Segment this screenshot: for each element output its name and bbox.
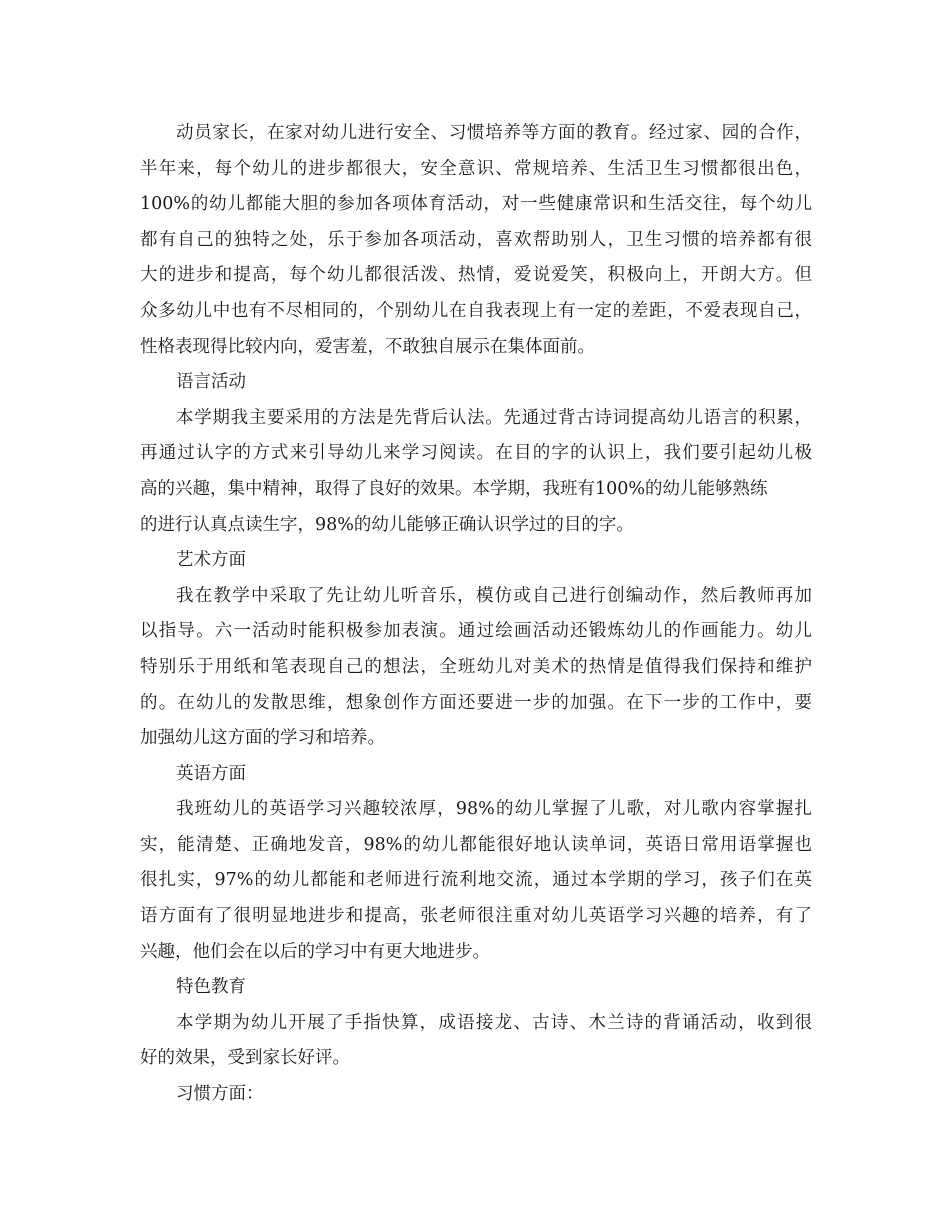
paragraph-art bbox=[140, 579, 812, 757]
text-line: 大的进步和提高，每个幼儿都很活泼、热情，爱说爱笑，积极向上，开朗大方。但 bbox=[140, 265, 812, 286]
text-line: 本学期我主要采用的方法是先背后认法。先通过背古诗词提高幼儿语言的积累， bbox=[176, 407, 812, 428]
text-line: 再通过认字的方式来引导幼儿来学习阅读。在目的字的认识上，我们要引起幼儿极 bbox=[140, 443, 812, 464]
section-heading-english: 英语方面 bbox=[176, 763, 246, 784]
document-page bbox=[140, 116, 812, 1113]
text-line: 的进行认真点读生字，98%的幼儿能够正确认识学过的目的字。 bbox=[140, 514, 634, 535]
paragraph-special-education bbox=[140, 1006, 812, 1077]
text-line: 很扎实，97%的幼儿都能和老师进行流利地交流，通过本学期的学习，孩子们在英 bbox=[140, 870, 812, 891]
text-line: 语方面有了很明显地进步和提高，张老师很注重对幼儿英语学习兴趣的培养，有了 bbox=[140, 906, 812, 927]
text-line: 的。在幼儿的发散思维，想象创作方面还要进一步的加强。在下一步的工作中，要 bbox=[140, 692, 812, 713]
text-line: 加强幼儿这方面的学习和培养。 bbox=[140, 728, 385, 749]
text-line: 特别乐于用纸和笔表现自己的想法，全班幼儿对美术的热情是值得我们保持和维护 bbox=[140, 656, 812, 677]
paragraph-health bbox=[140, 116, 812, 365]
paragraph-english bbox=[140, 792, 812, 970]
section-heading-special-education: 特色教育 bbox=[176, 977, 246, 998]
text-line: 本学期为幼儿开展了手指快算，成语接龙、古诗、木兰诗的背诵活动，收到很 bbox=[176, 1012, 812, 1033]
text-line: 半年来，每个幼儿的进步都很大，安全意识、常规培养、生活卫生习惯都很出色， bbox=[140, 158, 812, 179]
text-line: 100%的幼儿都能大胆的参加各项体育活动，对一些健康常识和生活交往，每个幼儿 bbox=[140, 194, 812, 215]
text-line: 我在教学中采取了先让幼儿听音乐，模仿或自己进行创编动作，然后教师再加 bbox=[176, 585, 812, 606]
text-line: 好的效果，受到家长好评。 bbox=[140, 1048, 350, 1069]
text-line: 我班幼儿的英语学习兴趣较浓厚，98%的幼儿掌握了儿歌，对儿歌内容掌握扎 bbox=[176, 799, 812, 820]
text-line: 都有自己的独特之处，乐于参加各项活动，喜欢帮助别人，卫生习惯的培养都有很 bbox=[140, 229, 812, 250]
text-line: 兴趣，他们会在以后的学习中有更大地进步。 bbox=[140, 941, 490, 962]
text-line: 高的兴趣，集中精神，取得了良好的效果。本学期，我班有100%的幼儿能够熟练 bbox=[140, 478, 768, 499]
text-line: 动员家长，在家对幼儿进行安全、习惯培养等方面的教育。经过家、园的合作， bbox=[176, 123, 812, 143]
section-heading-art: 艺术方面 bbox=[176, 550, 246, 571]
text-line: 以指导。六一活动时能积极参加表演。通过绘画活动还锻炼幼儿的作画能力。幼儿 bbox=[140, 621, 812, 642]
section-heading-habits: 习惯方面： bbox=[176, 1084, 264, 1105]
text-line: 实，能清楚、正确地发音，98%的幼儿都能很好地认读单词，英语日常用语掌握也 bbox=[140, 834, 812, 855]
section-heading-language: 语言活动 bbox=[176, 372, 246, 393]
text-line: 性格表现得比较内向，爱害羞，不敢独自展示在集体面前。 bbox=[140, 336, 595, 357]
text-line: 众多幼儿中也有不尽相同的，个别幼儿在自我表现上有一定的差距，不爱表现自己， bbox=[140, 300, 812, 321]
paragraph-language bbox=[140, 401, 812, 543]
